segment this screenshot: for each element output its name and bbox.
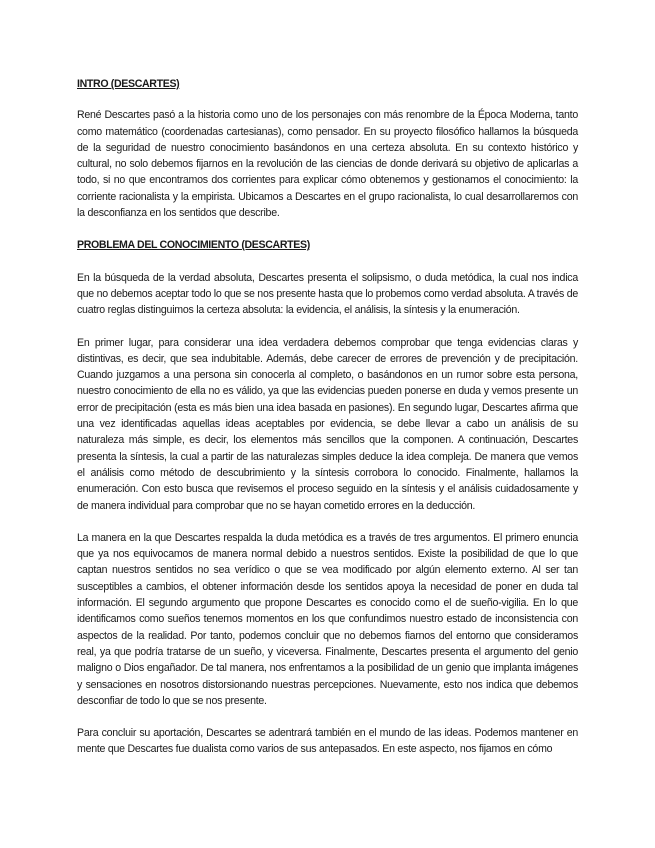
- paragraph-busqueda-verdad: En la búsqueda de la verdad absoluta, Descartes presenta el solipsismo, o duda metódica, la cual nos indica que no debemos aceptar todo lo que se nos presente hasta que lo probemos como verdad absoluta. A través de cuatro reglas distinguimos la certeza absoluta: la evidencia, el análisis, la síntesis y la enumeración.: [77, 271, 578, 317]
- paragraph-tres-argumentos: La manera en la que Descartes respalda la duda metódica es a través de tres argumentos. El primero enuncia que ya nos equivocamos de manera normal debido a nuestros sentidos. Existe la posibilidad de que lo que captan nuestros sentidos no sea verídico o que se vea modificado por algún elemento externo. Al ser tan susceptibles a cambios, el obtener información desde los sentidos apoya la necesidad de poner en duda tal información. El segundo argumento que propone Descartes es conocido como el de sueño-vigilia. En lo que identificamos como sueños tenemos momentos en los que confundimos nuestro estado de inconsistencia con aspectos de la realidad. Por tanto, podemos concluir que no debemos fiarnos del entorno que consideramos real, ya que podría tratarse de un sueño, y viceversa. Finalmente, Descartes presenta el argumento del genio maligno o Dios engañador. De tal manera, nos enfrentamos a la posibilidad de un genio que implanta imágenes y sensaciones en nosotros distorsionando nuestras percepciones. Nuevamente, esto nos indica que debemos desconfiar de todo lo que se nos presente.: [77, 531, 578, 707]
- paragraph-cuatro-reglas: En primer lugar, para considerar una idea verdadera debemos comprobar que tenga evidencias claras y distintivas, es decir, que sea indubitable. Además, debe carecer de errores de prevención y de precipitación. Cuando juzgamos a una persona sin conocerla al completo, o basándonos en un rumor sobre esta persona, nuestro conocimiento de ella no es válido, ya que las evidencias pueden ponerse en duda y vemos presente un error de precipitación (esta es más bien una idea basada en pasiones). En segundo lugar, Descartes afirma que una vez identificadas aquellas ideas aceptables por evidencia, se debe llevar a cabo un análisis de su naturaleza más simple, es decir, los elementos más sencillos que la componen. A continuación, Descartes presenta la síntesis, la cual a partir de las naturalezas simples deduce la idea compleja. De manera que vemos el análisis como método de descubrimiento y la síntesis corrobora lo conocido. Finalmente, hallamos la enumeración. Con esto busca que revisemos el proceso seguido en la síntesis y el análisis cuidadosamente y de manera individual para comprobar que no se hayan cometido errores en la deducción.: [77, 336, 578, 512]
- section-heading-intro: INTRO (DESCARTES): [77, 78, 180, 90]
- section-heading-problema-conocimiento: PROBLEMA DEL CONOCIMIENTO (DESCARTES): [77, 239, 310, 252]
- intro-paragraph: René Descartes pasó a la historia como uno de los personajes con más renombre de la Época Moderna, tanto como matemático (coordenadas cartesianas), como pensador. En su proyecto filosófico hallamos la búsqueda de la seguridad de nuestro conocimiento basándonos en una certeza absoluta. En su contexto histórico y cultural, no solo debemos fijarnos en la revolución de las ciencias de donde derivará su objetivo de aplicarlas a todo, si no que encontramos dos corrientes para explicar cómo obtenemos y gestionamos el conocimiento: la corriente racionalista y la empirista. Ubicamos a Descartes en el grupo racionalista, lo cual desarrollaremos con la desconfianza en los sentidos que describe.: [77, 109, 578, 220]
- document-page: [77, 76, 578, 758]
- paragraph-conclusion-ideas: Para concluir su aportación, Descartes se adentrará también en el mundo de las ideas. Podemos mantener en mente que Descartes fue dualista como varios de sus antepasados. En este aspecto, nos fijamos en cómo: [77, 727, 578, 756]
